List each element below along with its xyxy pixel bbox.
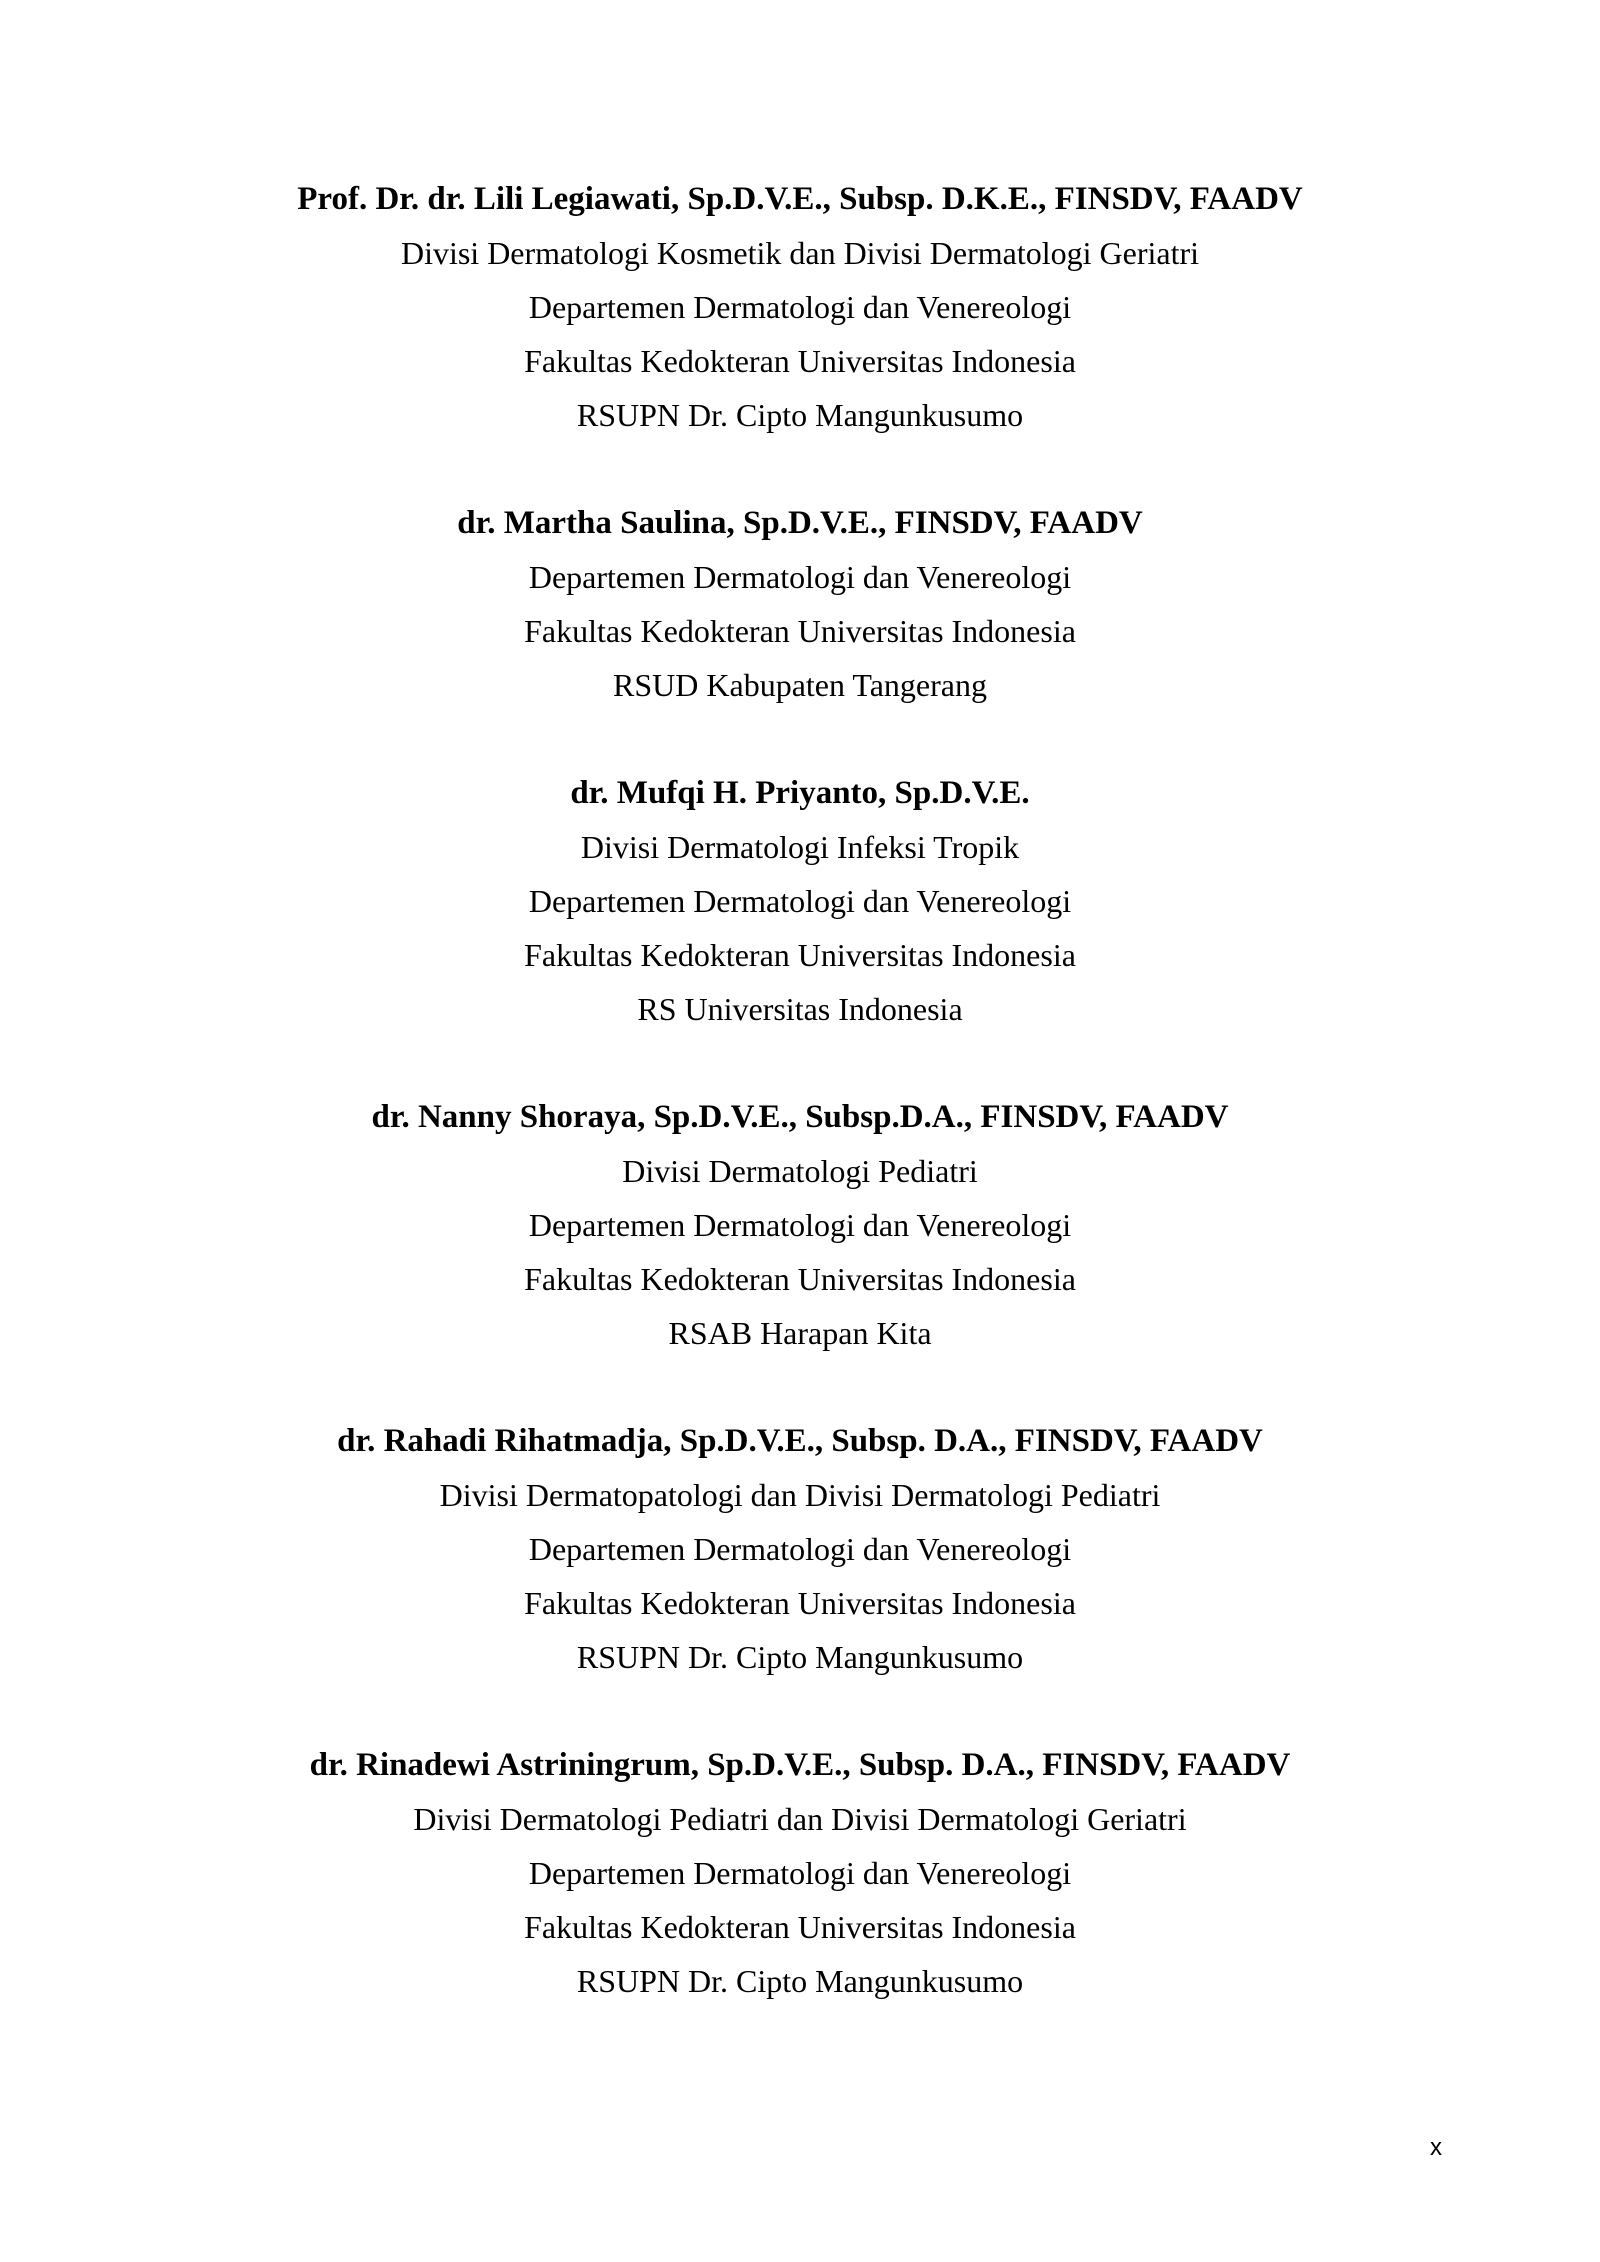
affiliation-line: Fakultas Kedokteran Universitas Indonesia [524, 937, 1076, 973]
affiliation-line: Fakultas Kedokteran Universitas Indonesia [524, 1909, 1076, 1945]
affiliation-line: Divisi Dermatologi Kosmetik dan Divisi Dermatologi Geriatri [400, 235, 1200, 271]
affiliation-line: RSUPN Dr. Cipto Mangunkusumo [576, 1639, 1024, 1675]
affiliation-line: Departemen Dermatologi dan Venereologi [528, 1531, 1072, 1567]
affiliation-line: Divisi Dermatologi Pediatri dan Divisi Dermatologi Geriatri [413, 1801, 1187, 1837]
affiliation-line: RSUD Kabupaten Tangerang [613, 667, 987, 703]
contributor-block [0, 172, 1600, 442]
affiliation-line: RSAB Harapan Kita [668, 1315, 932, 1351]
affiliation-line: Fakultas Kedokteran Universitas Indonesia [524, 343, 1076, 379]
contributor-name: dr. Rahadi Rihatmadja, Sp.D.V.E., Subsp. D.A., FINSDV, FAADV [337, 1423, 1263, 1459]
contributor-block [0, 1090, 1600, 1360]
contributor-name: dr. Nanny Shoraya, Sp.D.V.E., Subsp.D.A., FINSDV, FAADV [371, 1099, 1229, 1135]
contributor-block [0, 766, 1600, 1036]
contributor-block [0, 1414, 1600, 1684]
affiliation-line: Departemen Dermatologi dan Venereologi [528, 1207, 1072, 1243]
contributor-name: dr. Rinadewi Astriningrum, Sp.D.V.E., Subsp. D.A., FINSDV, FAADV [309, 1747, 1291, 1783]
affiliation-line: Departemen Dermatologi dan Venereologi [528, 289, 1072, 325]
affiliation-line: RS Universitas Indonesia [637, 991, 963, 1027]
contributor-block [0, 1738, 1600, 2008]
affiliation-line: Departemen Dermatologi dan Venereologi [528, 883, 1072, 919]
page-number: x [1430, 2134, 1442, 2161]
affiliation-line: RSUPN Dr. Cipto Mangunkusumo [576, 397, 1024, 433]
affiliation-line: RSUPN Dr. Cipto Mangunkusumo [576, 1963, 1024, 1999]
contributor-block [0, 496, 1600, 712]
affiliation-line: Divisi Dermatologi Infeksi Tropik [580, 829, 1020, 865]
affiliation-line: Fakultas Kedokteran Universitas Indonesia [524, 613, 1076, 649]
affiliation-line: Divisi Dermatopatologi dan Divisi Dermatologi Pediatri [439, 1477, 1161, 1513]
contributor-name: dr. Mufqi H. Priyanto, Sp.D.V.E. [570, 775, 1030, 811]
affiliation-line: Departemen Dermatologi dan Venereologi [528, 1855, 1072, 1891]
affiliation-line: Departemen Dermatologi dan Venereologi [528, 559, 1072, 595]
contributor-name: Prof. Dr. dr. Lili Legiawati, Sp.D.V.E., Subsp. D.K.E., FINSDV, FAADV [297, 181, 1303, 217]
affiliation-line: Fakultas Kedokteran Universitas Indonesia [524, 1261, 1076, 1297]
affiliation-line: Fakultas Kedokteran Universitas Indonesia [524, 1585, 1076, 1621]
contributor-name: dr. Martha Saulina, Sp.D.V.E., FINSDV, FAADV [457, 505, 1143, 541]
affiliation-line: Divisi Dermatologi Pediatri [622, 1153, 978, 1189]
contributor-list [0, 172, 1600, 2008]
